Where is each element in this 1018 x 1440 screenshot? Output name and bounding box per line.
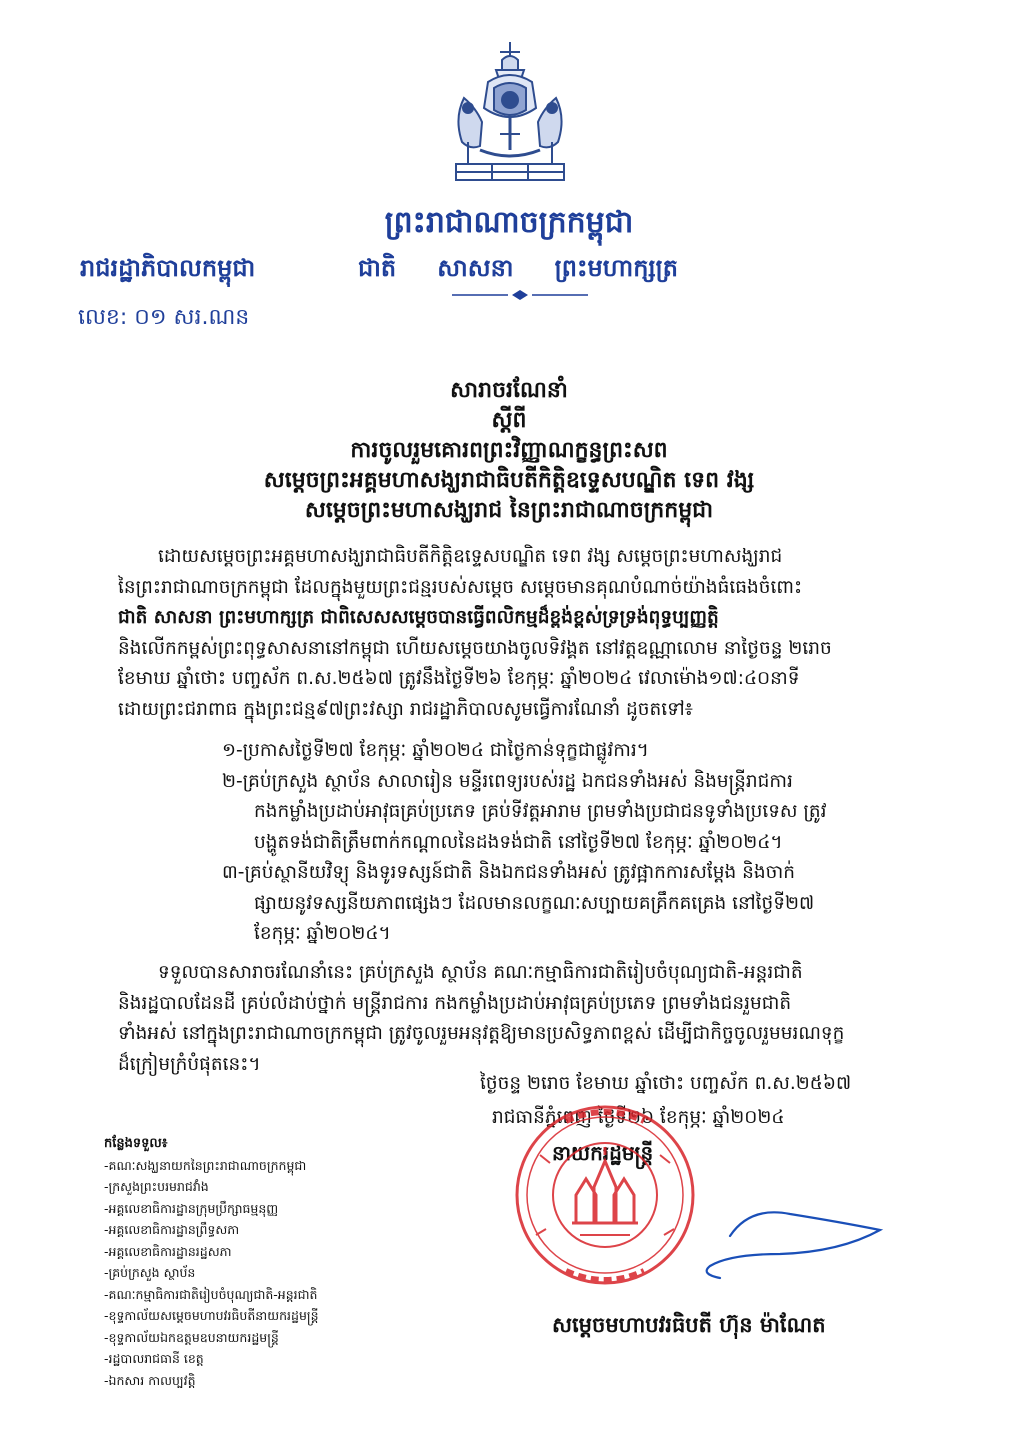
intro-line-2: នៃព្រះរាជាណាចក្រកម្ពុជា ដែលក្នុងមួយព្រះជន្មរបស់សម្តេច សម្តេចមានគុណបំណាច់យ៉ាងធំធេងចំពោះ	[118, 576, 803, 598]
directive-item-2-line-3: បង្ហូតទង់ជាតិត្រឹមពាក់កណ្តាលនៃដងទង់ជាតិ នៅថ្ងៃទី២៧ ខែកុម្ភៈ ឆ្នាំ២០២៤។	[254, 831, 783, 853]
title-line-3: ការចូលរួមគោរពព្រះវិញ្ញាណក្ខន្ធព្រះសព	[350, 438, 668, 463]
title-line-5: សម្តេចព្រះមហាសង្ឃរាជ នៃព្រះរាជាណាចក្រកម្ពុជា	[304, 498, 714, 523]
recipient-item: -ខុទ្ទកាល័យឯកឧត្តមឧបនាយករដ្ឋមន្ត្រី	[104, 1329, 279, 1345]
directive-item-2: ២-គ្រប់ក្រសួង ស្ថាប័ន សាលារៀន មន្ទីរពេទ្យរបស់រដ្ឋ ឯកជនទាំងអស់ និងមន្ត្រីរាជការ	[222, 770, 793, 792]
recipient-item: -រដ្ឋបាលរាជធានី ខេត្ត	[104, 1351, 204, 1366]
intro-line-5: ខែមាឃ ឆ្នាំថោះ បញ្ចស័ក ព.ស.២៥៦៧ ត្រូវនឹងថ្ងៃទី២៦ ខែកុម្ភៈ ឆ្នាំ២០២៤ វេលាម៉ោង១៧:៤០នាទី	[118, 668, 800, 689]
official-seal-icon	[510, 1095, 700, 1295]
recipient-item: -អគ្គលេខាធិការដ្ឋានព្រឹទ្ធសភា	[104, 1222, 240, 1237]
closing-line-1: ទទួលបានសារាចរណែនាំនេះ គ្រប់ក្រសួង ស្ថាប័ន គណៈកម្មាធិការជាតិរៀបចំបុណ្យជាតិ-អន្តរជាតិ	[158, 962, 803, 983]
directive-list	[222, 736, 934, 950]
directive-item-3-line-2: ផ្សាយនូវទស្សនីយភាពផ្សេងៗ ដែលមានលក្ខណៈសប្បាយគគ្រឹកគគ្រេង នៅថ្ងៃទី២៧	[254, 892, 815, 914]
ornament-divider-icon	[450, 288, 590, 302]
closing-line-3: ទាំងអស់ នៅក្នុងព្រះរាជាណាចក្រកម្ពុជា ត្រូវចូលរួមអនុវត្តឱ្យមានប្រសិទ្ធភាពខ្ពស់ ដើម្បីជាកិច្ចចូលរួមមរណទុក្ខ	[118, 1023, 845, 1044]
signatory-position: នាយករដ្ឋមន្ត្រី	[552, 1141, 654, 1165]
directive-item-3-line-3: ខែកុម្ភៈ ឆ្នាំ២០២៤។	[254, 923, 391, 944]
intro-line-3: ជាតិ សាសនា ព្រះមហាក្សត្រ ជាពិសេសសម្តេចបានធ្វើពលិកម្មដ៏ខ្ពង់ខ្ពស់ទ្រទ្រង់ពុទ្ធប្បញ្ញត្តិ	[118, 607, 719, 628]
title-line-1: សារាចរណែនាំ	[450, 378, 568, 403]
recipient-item: -ឯកសារ កាលប្បវត្តិ	[104, 1372, 196, 1388]
recipient-item: -គណៈសង្ឃនាយកនៃព្រះរាជាណាចក្រកម្ពុជា	[104, 1157, 307, 1173]
closing-line-4: ដ៏ក្រៀមក្រំបំផុតនេះ។	[118, 1053, 261, 1075]
recipients-heading: កន្លែងទទួល៖	[104, 1136, 168, 1151]
closing-paragraph	[118, 958, 933, 1080]
recipient-item: -ក្រសួងព្រះបរមរាជវាំង	[104, 1179, 209, 1194]
place-and-date: រាជធានីភ្នំពេញ ថ្ងៃទី២៦ ខែកុម្ភៈ ឆ្នាំ២០២៤	[492, 1107, 785, 1128]
recipient-item: -គណៈកម្មាធិការជាតិរៀបចំបុណ្យជាតិ-អន្តរជាតិ	[104, 1286, 318, 1302]
directive-item-3: ៣-គ្រប់ស្ថានីយវិទ្យុ និងទូរទស្សន៍ជាតិ និងឯកជនទាំងអស់ ត្រូវផ្អាកការសម្តែង និងចាក់	[222, 862, 796, 883]
national-motto	[358, 253, 678, 288]
intro-line-6: ដោយព្រះជរាពាធ ក្នុងព្រះជន្ម៩៧ព្រះវស្សា រាជរដ្ឋាភិបាលសូមធ្វើការណែនាំ ដូចតទៅ៖	[118, 698, 693, 720]
kingdom-heading: ព្រះរាជាណាចក្រកម្ពុជា	[384, 205, 634, 240]
motto-nation: ជាតិ	[358, 254, 397, 282]
royal-emblem-icon	[440, 38, 580, 198]
closing-line-2: និងរដ្ឋបាលដែនដី គ្រប់លំដាប់ថ្នាក់ មន្ត្រីរាជការ កងកម្លាំងប្រដាប់អាវុធគ្រប់ប្រភេទ ព្រមទាំងជនរួមជាតិ	[118, 992, 792, 1014]
motto-king: ព្រះមហាក្សត្រ	[554, 254, 678, 282]
recipient-item: -អគ្គលេខាធិការដ្ឋានរដ្ឋសភា	[104, 1243, 232, 1259]
intro-line-1: ដោយសម្តេចព្រះអគ្គមហាសង្ឃរាជាធិបតីកិត្តិឧទ្ទេសបណ្ឌិត ទេព វង្ស សម្តេចព្រះមហាសង្ឃរាជ	[158, 546, 783, 567]
title-line-4: សម្តេចព្រះអគ្គមហាសង្ឃរាជាធិបតីកិត្តិឧទ្ទេសបណ្ឌិត ទេព វង្ស	[263, 468, 755, 493]
directive-item-1: ១-ប្រកាសថ្ងៃទី២៧ ខែកុម្ភៈ ឆ្នាំ២០២៤ ជាថ្ងៃកាន់ទុក្ខជាផ្លូវការ។	[222, 740, 649, 761]
government-heading: រាជរដ្ឋាភិបាលកម្ពុជា	[80, 254, 256, 282]
document-title-block	[90, 376, 928, 526]
recipient-item: -គ្រប់ក្រសួង ស្ថាប័ន	[104, 1265, 196, 1280]
recipient-item: -អគ្គលេខាធិការដ្ឋានក្រុមប្រឹក្សាធម្មនុញ្ញ	[104, 1200, 279, 1216]
motto-religion: សាសនា	[437, 254, 514, 282]
reference-number: លេខ: ០១ សរ.ណន	[78, 305, 250, 330]
recipient-item: -ខុទ្ទកាល័យសម្តេចមហាបវរធិបតីនាយករដ្ឋមន្ត្រី	[104, 1308, 319, 1323]
lunar-date: ថ្ងៃចន្ទ ២រោច ខែមាឃ ឆ្នាំថោះ បញ្ចស័ក ព.ស.២៥៦៧	[480, 1073, 852, 1094]
intro-line-4: និងលើកកម្ពស់ព្រះពុទ្ធសាសនានៅកម្ពុជា ហើយសម្តេចយាងចូលទិវង្គត នៅវត្តឧណ្ណាលោម នាថ្ងៃចន្ទ ២រោច	[118, 637, 832, 659]
signatory-name: សម្តេចមហាបវរធិបតី ហ៊ុន ម៉ាណែត	[552, 1313, 826, 1337]
directive-item-2-line-2: កងកម្លាំងប្រដាប់អាវុធគ្រប់ប្រភេទ គ្រប់ទីវត្តអារាម ព្រមទាំងប្រជាជនទូទាំងប្រទេស ត្រូវ	[254, 801, 827, 822]
title-line-2: ស្តីពី	[491, 408, 527, 433]
intro-paragraph	[118, 542, 933, 725]
signature-icon	[690, 1196, 890, 1286]
recipients-list	[104, 1133, 319, 1391]
